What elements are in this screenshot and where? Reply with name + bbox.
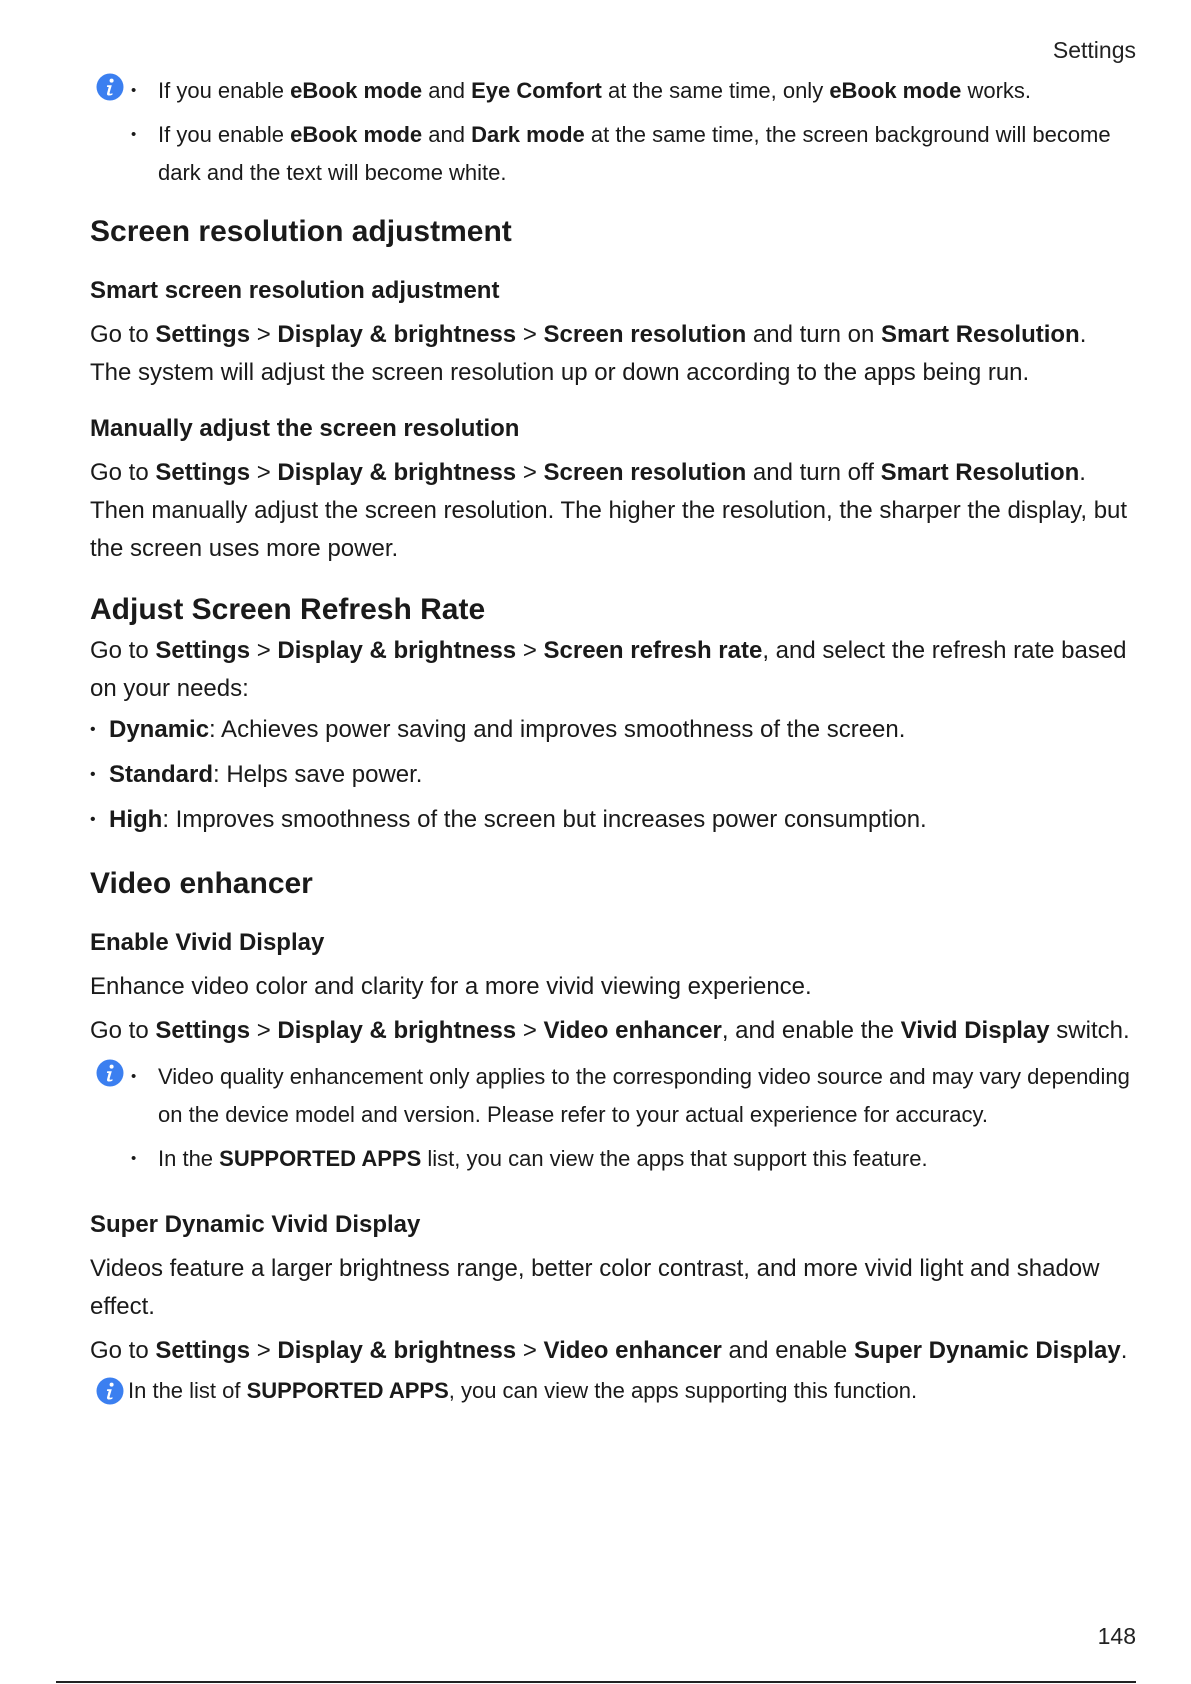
note-vivid-display xyxy=(90,1058,1130,1178)
note-item: • If you enable eBook mode and Dark mode at the same time, the screen background will become dark and the text will become white. xyxy=(158,116,1130,192)
heading-screen-resolution: Screen resolution adjustment xyxy=(90,215,512,248)
note-item: • In the SUPPORTED APPS list, you can view the apps that support this feature. xyxy=(158,1140,1130,1178)
note-super-dynamic: In the list of SUPPORTED APPS, you can view the apps supporting this function. xyxy=(90,1372,1130,1410)
paragraph-manual-resolution: Go to Settings > Display & brightness > Screen resolution and turn off Smart Resolution. Then manually adjust the screen resolution. The higher the resolution, the sharper the display, but the screen uses more power. xyxy=(90,459,1128,562)
note-item: • If you enable eBook mode and Eye Comfort at the same time, only eBook mode works. xyxy=(158,72,1130,110)
heading-refresh-rate: Adjust Screen Refresh Rate xyxy=(90,593,486,626)
paragraph-smart-resolution: Go to Settings > Display & brightness > Screen resolution and turn on Smart Resolution. The system will adjust the screen resolution up or down according to the apps being run. xyxy=(90,321,1087,386)
footer-divider xyxy=(56,1681,1136,1683)
list-item-standard: • Standard: Helps save power. xyxy=(90,756,1130,794)
paragraph-super-intro: Videos feature a larger brightness range, better color contrast, and more vivid light and shadow effect. xyxy=(90,1255,1100,1320)
note-ebook xyxy=(90,72,1130,192)
heading-video-enhancer: Video enhancer xyxy=(90,867,313,900)
subheading-manual-resolution: Manually adjust the screen resolution xyxy=(90,415,520,442)
list-item-dynamic: • Dynamic: Achieves power saving and improves smoothness of the screen. xyxy=(90,711,1130,749)
page-header-section: Settings xyxy=(1052,37,1136,63)
list-item-high: • High: Improves smoothness of the screen but increases power consumption. xyxy=(90,801,1130,839)
subheading-vivid-display: Enable Vivid Display xyxy=(90,929,325,956)
note-item: • Video quality enhancement only applies to the corresponding video source and may vary depending on the device model and version. Please refer to your actual experience for accuracy. xyxy=(158,1058,1130,1134)
subheading-smart-resolution: Smart screen resolution adjustment xyxy=(90,277,500,304)
info-icon xyxy=(96,1377,124,1405)
info-icon xyxy=(96,73,124,101)
paragraph-vivid-steps: Go to Settings > Display & brightness > Video enhancer, and enable the Vivid Display switch. xyxy=(90,1017,1130,1044)
page-number: 148 xyxy=(1097,1623,1136,1649)
document-body xyxy=(90,72,1130,1410)
paragraph-refresh-rate: Go to Settings > Display & brightness > Screen refresh rate, and select the refresh rate based on your needs: xyxy=(90,637,1127,702)
subheading-super-dynamic: Super Dynamic Vivid Display xyxy=(90,1211,421,1238)
paragraph-super-steps: Go to Settings > Display & brightness > Video enhancer and enable Super Dynamic Display. xyxy=(90,1337,1128,1364)
paragraph-vivid-intro: Enhance video color and clarity for a more vivid viewing experience. xyxy=(90,973,812,1000)
info-icon xyxy=(96,1059,124,1087)
